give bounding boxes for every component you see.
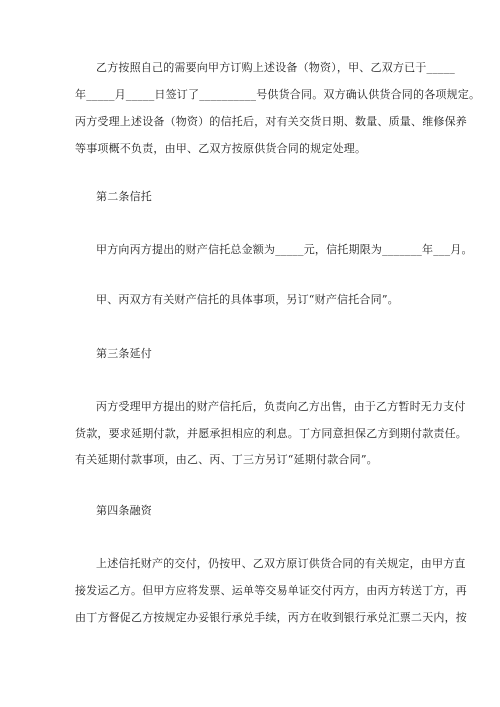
paragraph-1-line-1: 乙方按照自己的需要向甲方订购上述设备（物资），甲、乙双方已于_____	[96, 61, 455, 74]
section-3-line-2: 货款，要求延期付款，并愿承担相应的利息。丁方同意担保乙方到期付款责任。	[75, 427, 467, 440]
section-4-line-3: 由丁方督促乙方按规定办妥银行承兑手续，丙方在收到银行承兑汇票二天内，按	[75, 611, 467, 624]
paragraph-1-line-2: 年_____月_____日签订了__________号供货合同。双方确认供货合同的各项规定。	[75, 88, 481, 101]
paragraph-1-line-4: 等事项概不负责，由甲、乙双方按原供货合同的规定处理。	[75, 142, 367, 155]
section-3-line-1: 丙方受理甲方提出的财产信托后，负责向乙方出售，由于乙方暂时无力支付	[96, 400, 466, 413]
section-3-line-3: 有关延期付款事项，由乙、丙、丁三方另订“延期付款合同”。	[75, 453, 378, 466]
paragraph-1-line-3: 丙方受理上述设备（物资）的信托后，对有关交货日期、数量、质量、维修保养	[75, 115, 467, 128]
section-2-heading: 第二条信托	[96, 190, 152, 203]
section-4-line-1: 上述信托财产的交付，仍按甲、乙双方原订供货合同的有关规定，由甲方直	[96, 557, 466, 570]
section-4-heading: 第四条融资	[96, 504, 152, 517]
section-3-heading: 第三条延付	[96, 347, 152, 360]
section-4-line-2: 接发运乙方。但甲方应将发票、运单等交易单证交付丙方，由丙方转送丁方，再	[75, 584, 467, 597]
section-2-paragraph-1: 甲方向丙方提出的财产信托总金额为_____元，信托期限为_______年___月。	[96, 243, 473, 256]
section-2-paragraph-2: 甲、丙双方有关财产信托的具体事项，另订“财产信托合同”。	[96, 293, 399, 306]
